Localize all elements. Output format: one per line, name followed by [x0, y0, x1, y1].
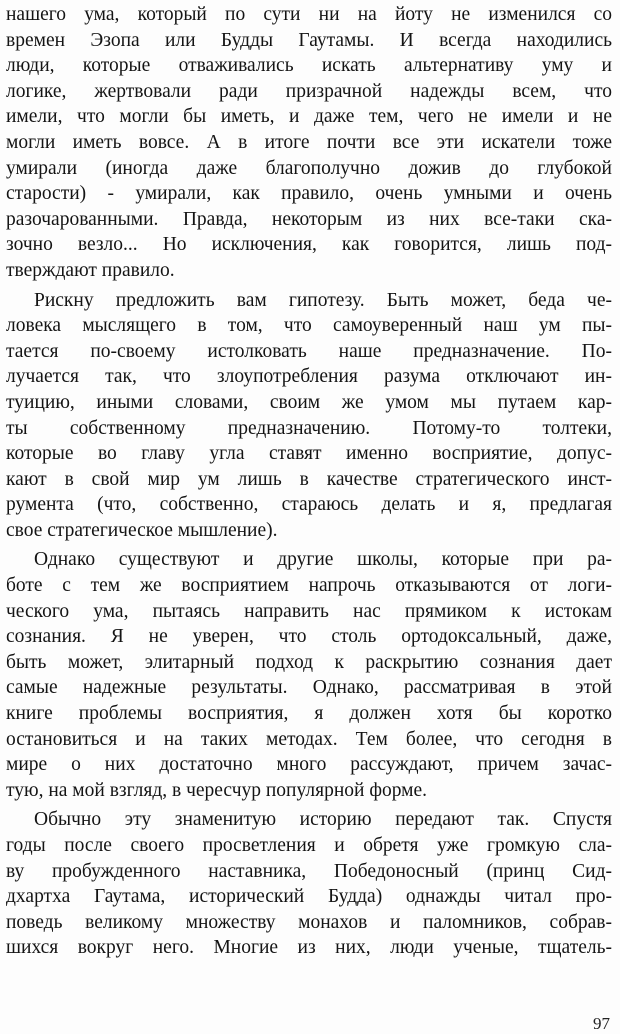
text-line: имели, что могли бы иметь, и даже тем, чего не имели и не — [6, 106, 612, 128]
text-line: кают в свой мир ум лишь в качестве стратегического инст- — [6, 468, 612, 490]
text-line: сознания. Я не уверен, что столь ортодоксальный, даже, — [6, 626, 612, 648]
text-line: шихся вокруг него. Многие из них, люди ученые, тщатель- — [6, 937, 612, 959]
text-line: боте с тем же восприятием напрочь отказываются от логи- — [6, 575, 612, 597]
text-line: тую, на мой взгляд, в чересчур популярной форме. — [6, 779, 428, 801]
text-line: старости) - умирали, как правило, очень умными и очень — [6, 183, 612, 205]
text-line: книге проблемы восприятия, я должен хотя бы коротко — [6, 703, 612, 725]
text-line: Однако существуют и другие школы, которые при ра- — [34, 549, 612, 571]
text-line: дхартха Гаутама, исторический Будда) однажды читал про- — [6, 886, 612, 908]
text-line: самые надежные результаты. Однако, рассматривая в этой — [6, 677, 612, 699]
text-line: ческого ума, пытаясь направить нас прямиком к истокам — [6, 600, 612, 622]
text-line: нашего ума, который по сути ни на йоту не изменился со — [6, 4, 612, 25]
text-line: ты собственному предназначению. Потому-то толтеки, — [6, 417, 612, 439]
text-line: времен Эзопа или Будды Гаутамы. И всегда находились — [6, 29, 612, 51]
text-line: разочарованными. Правда, некоторым из них все-таки ска- — [6, 208, 612, 230]
text-line: туицию, иными словами, своим же умом мы путаем кар- — [6, 391, 612, 413]
text-line: румента (что, собственно, стараюсь делать и я, предлагая — [6, 494, 612, 516]
text-line: быть может, элитарный подход к раскрытию сознания дает — [6, 651, 612, 673]
text-line: лучается так, что злоупотребления разума отключают ин- — [6, 366, 612, 388]
text-line: могли иметь вовсе. А в итоге почти все эти искатели тоже — [6, 131, 612, 153]
paragraph — [6, 288, 612, 544]
text-line: которые во главу угла ставят именно восприятие, допус- — [6, 443, 612, 465]
text-line: мире о них достаточно много рассуждают, причем зачас- — [6, 754, 612, 776]
text-line: остановиться и на таких методах. Тем более, что сегодня в — [6, 728, 612, 750]
text-line: годы после своего просветления и обретя уже громкую сла- — [6, 835, 612, 856]
text-line: Обычно эту знаменитую историю передают так. Спустя — [34, 809, 612, 831]
text-line: поведь великому множеству монахов и паломников, собрав- — [6, 911, 612, 933]
text-line: ву пробужденного наставника, Победоносный (принц Сид- — [6, 860, 612, 882]
text-line: умирали (иногда даже благополучно дожив до глубокой — [6, 157, 612, 179]
page-number: 97 — [593, 1014, 610, 1033]
text-line: Рискну предложить вам гипотезу. Быть может, беда че- — [34, 289, 612, 311]
paragraph — [6, 2, 612, 284]
text-line: зочно везло... Но исключения, как говорится, лишь под- — [6, 234, 612, 256]
text-line: логике, жертвовали ради призрачной надежды всем, что — [6, 80, 612, 102]
text-line: свое стратегическое мышление). — [6, 519, 278, 541]
text-line: тается по-своему истолковать наше предназначение. По- — [6, 340, 612, 362]
text-line: тверждают правило. — [6, 259, 175, 281]
paragraph — [6, 807, 612, 961]
text-line: люди, которые отваживались искать альтернативу уму и — [6, 55, 612, 77]
text-line: ловека мыслящего в том, что самоуверенный наш ум пы- — [6, 315, 612, 337]
paragraph — [6, 547, 612, 803]
page-text — [6, 2, 612, 961]
